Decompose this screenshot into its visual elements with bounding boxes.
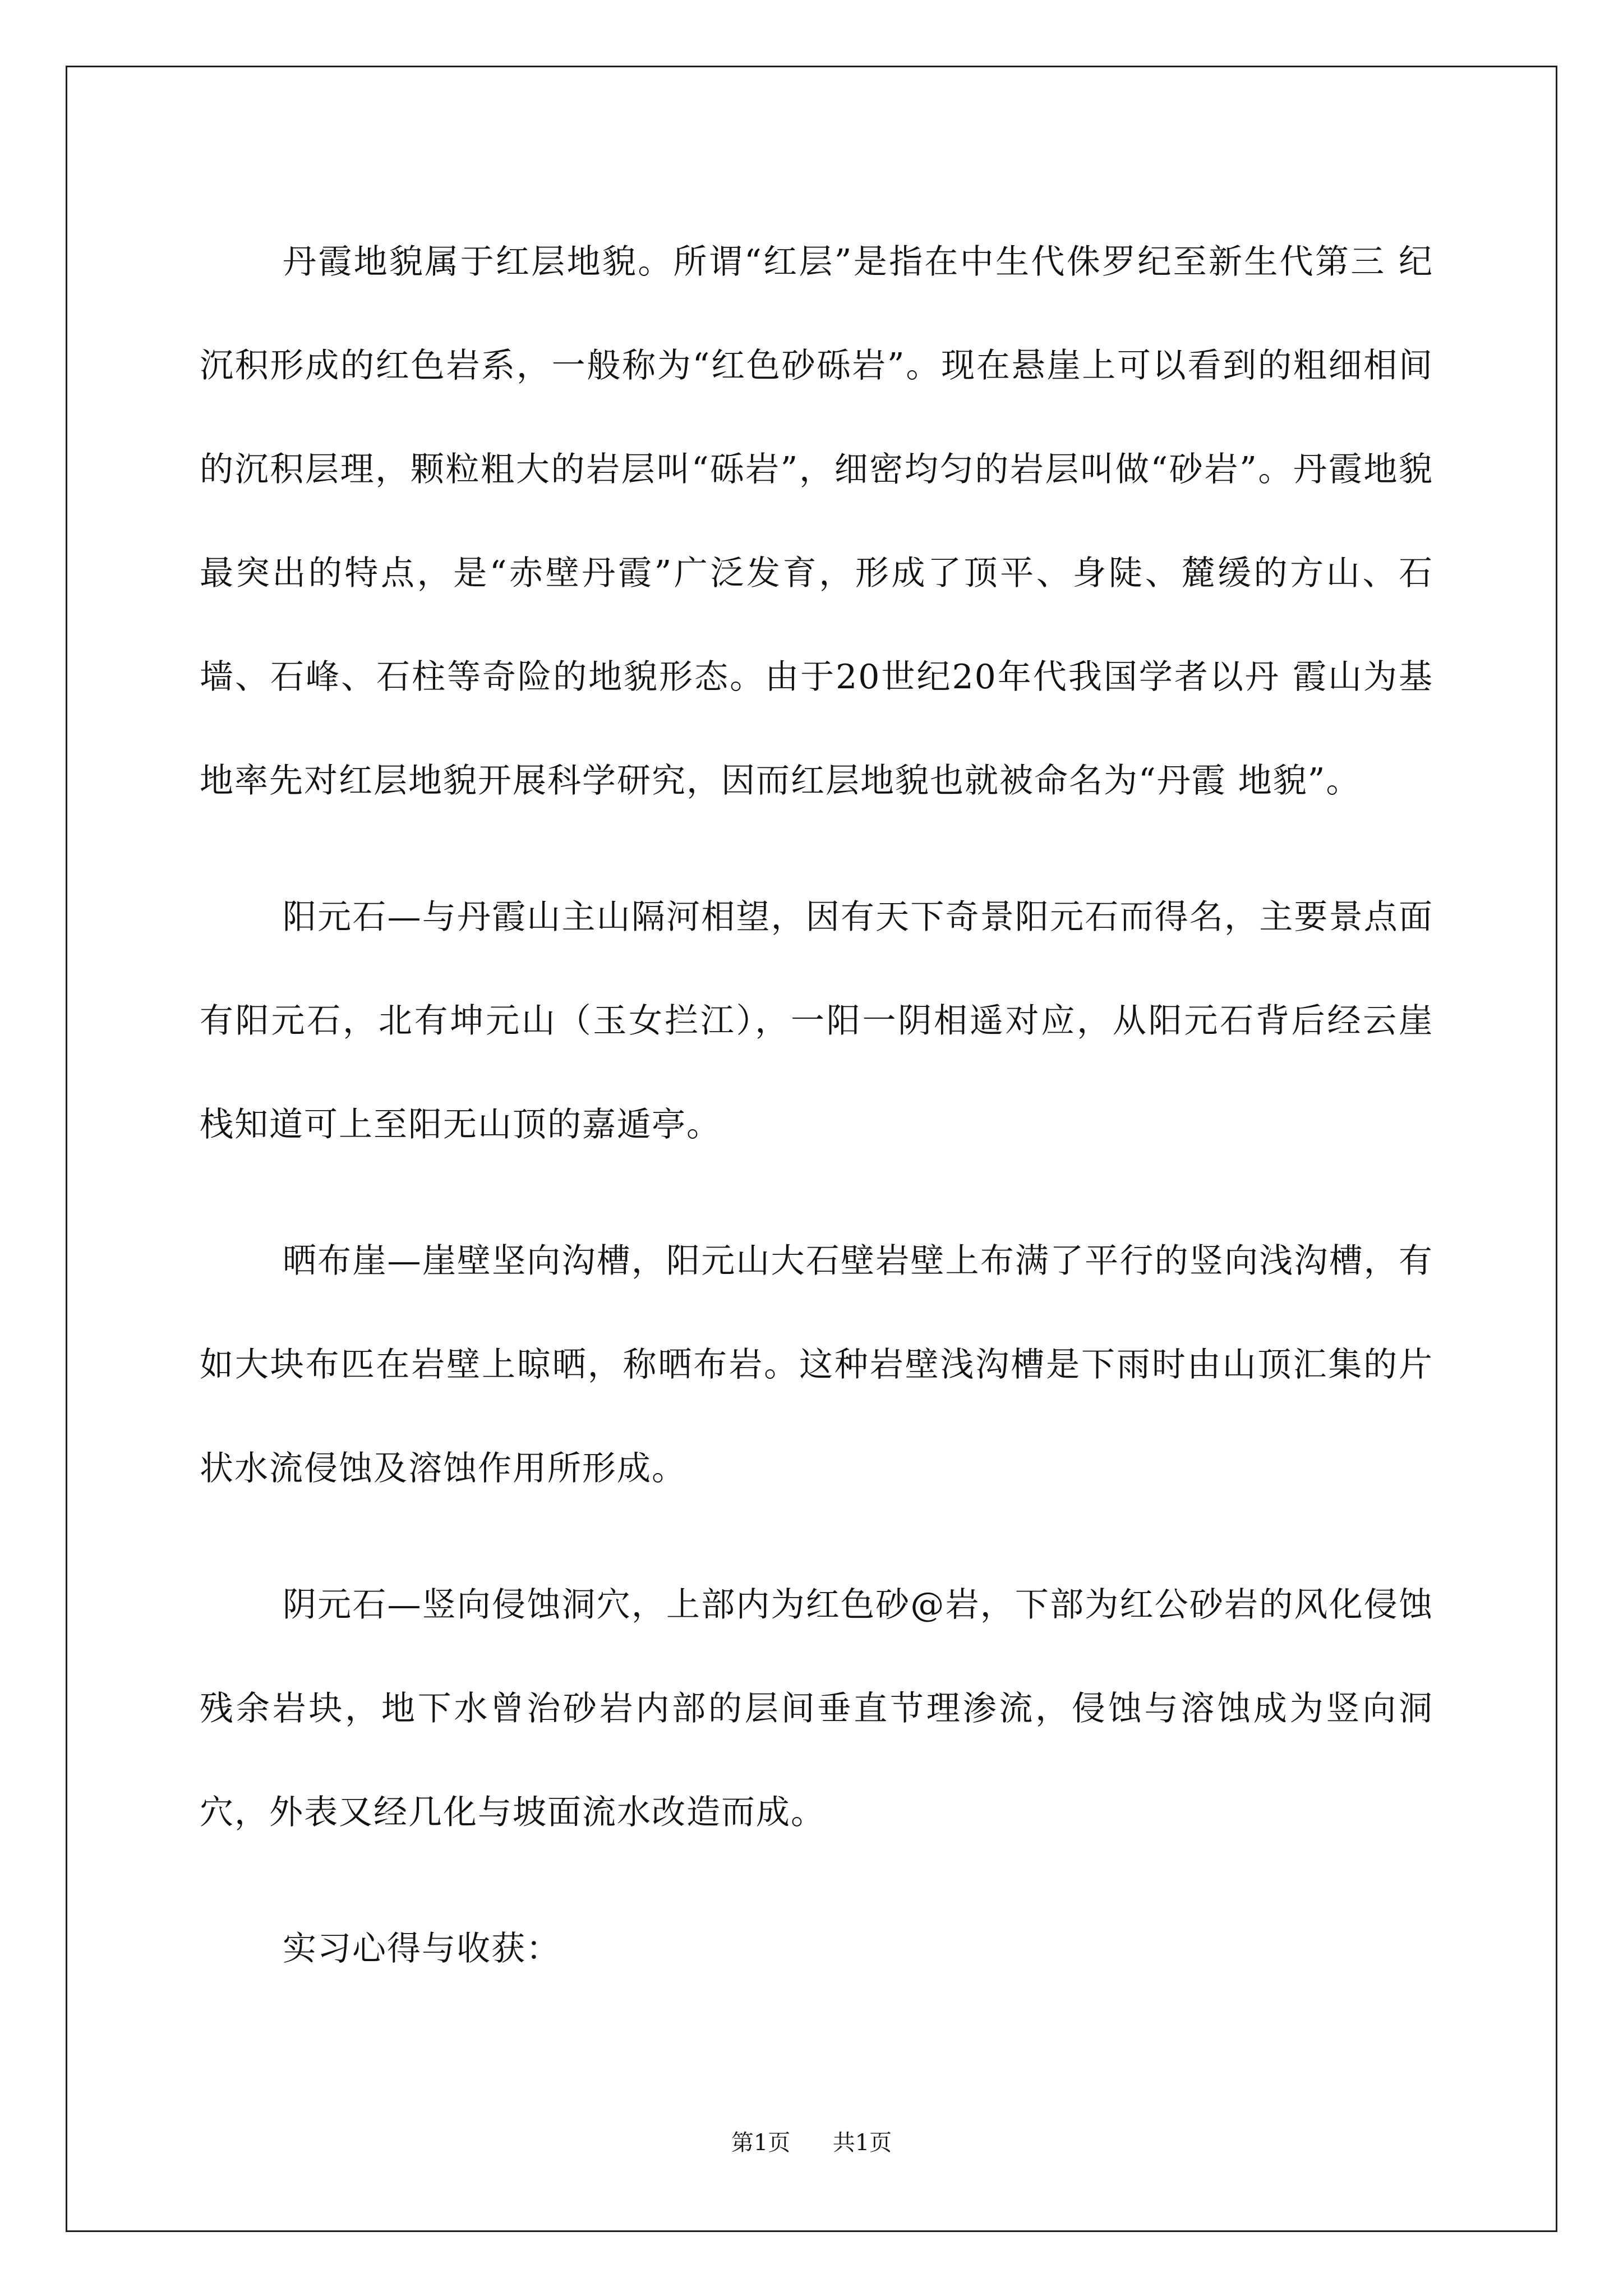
- paragraph-yinyuan-stone: 阴元石—竖向侵蚀洞穴，上部内为红色砂@岩，下部为红公砂岩的风化侵蚀残余岩块，地下水曾治砂岩内部的层间垂直节理渗流，侵蚀与溶蚀成为竖向洞穴，外表又经几化与坡面流水改造而成。: [200, 1585, 1433, 1832]
- page-current-number: 第1页: [731, 2130, 791, 2156]
- paragraph-danxia-landform: 丹霞地貌属于红层地貌。所谓“红层”是指在中生代侏罗纪至新生代第三 纪沉积形成的红色岩系，一般称为“红色砂砾岩”。现在悬崖上可以看到的粗细相间的沉积层理，颗粒粗大的岩层叫“砾岩”，细密均匀的岩层叫做“砂岩”。丹霞地貌最突出的特点，是“赤壁丹霞”广泛发育，形成了顶平、身陡、麓缓的方山、石墙、石峰、石柱等奇险的地貌形态。由于20世纪20年代我国学者以丹 霞山为基地率先对红层地貌开展科学研究，因而红层地貌也就被命名为“丹霞 地貌”。: [200, 242, 1433, 800]
- page-total-count: 共1页: [832, 2130, 892, 2156]
- paragraph-shaibu-cliff: 晒布崖—崖壁坚向沟槽，阳元山大石壁岩壁上布满了平行的竖向浅沟槽，有如大块布匹在岩壁上晾晒，称晒布岩。这种岩壁浅沟槽是下雨时由山顶汇集的片状水流侵蚀及溶蚀作用所形成。: [200, 1241, 1433, 1488]
- paragraph-internship-summary-heading: 实习心得与收获：: [283, 1929, 561, 1968]
- page-footer: [0, 2126, 1623, 2160]
- paragraph-yangyuan-stone: 阳元石—与丹霞山主山隔河相望，因有天下奇景阳元石而得名，主要景点面有阳元石，北有坤元山（玉女拦江），一阳一阴相遥对应，从阳元石背后经云崖栈知道可上至阳无山顶的嘉遁亭。: [200, 898, 1433, 1144]
- document-body: [200, 210, 1433, 2001]
